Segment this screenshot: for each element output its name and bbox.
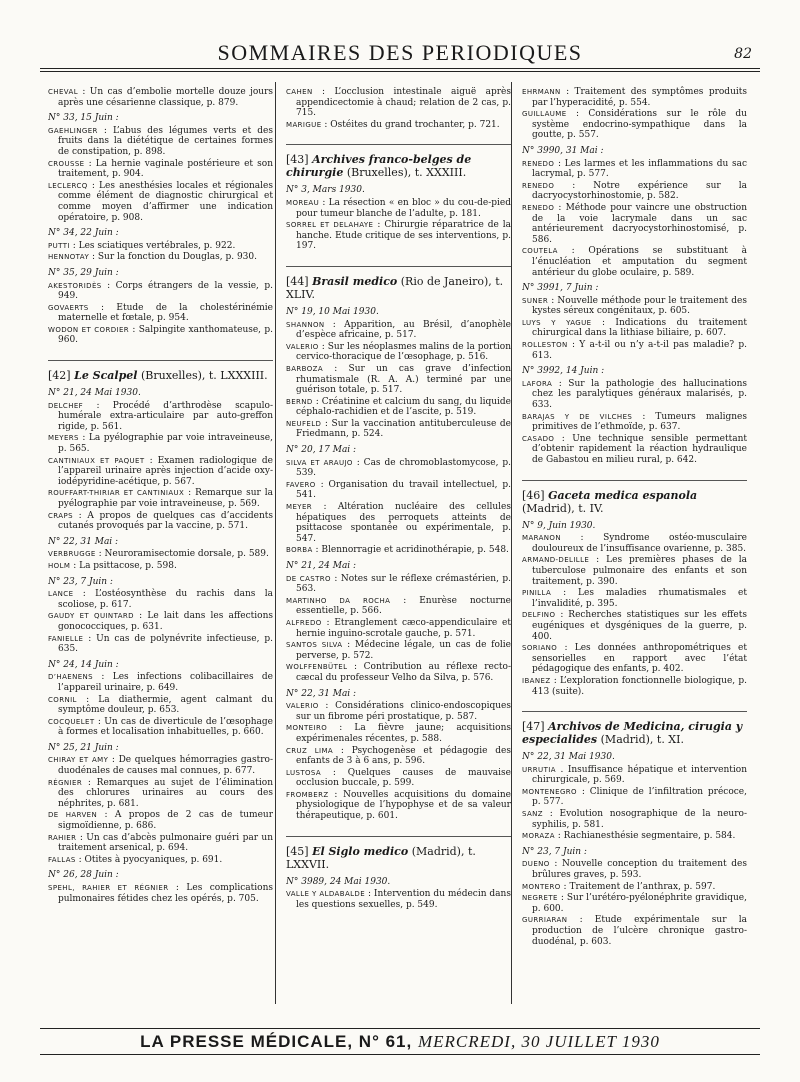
article-entry xyxy=(522,340,747,361)
entry-author: LECLERCQ xyxy=(48,181,88,190)
entry-text: : A propos de quelques cas d’accidents cutanés provoqués par la vaccine, p. 571. xyxy=(58,510,273,532)
entry-author: HENNOTAY xyxy=(48,253,90,262)
issue-heading: N° 21, 24 Mai : xyxy=(286,561,357,571)
issue-heading: N° 21, 24 Mai 1930. xyxy=(48,388,141,399)
article-entry xyxy=(48,549,273,560)
article-entry xyxy=(48,488,273,509)
article-entry xyxy=(286,87,511,119)
journal-name: Archives franco-belges de chirurgie xyxy=(286,153,472,180)
article-entry xyxy=(286,545,511,556)
entry-author: COUTELA xyxy=(522,247,558,256)
article-entry xyxy=(522,676,747,697)
entry-text: : Clinique de l’infiltration précoce, p. 577. xyxy=(532,786,747,808)
entry-author: SORREL ET DELAHAYE xyxy=(286,221,374,230)
entry-text: : Intervention du médecin dans les questions sexuelles, p. 549. xyxy=(296,889,511,910)
entry-text: : L’occlusion intestinale aiguë après appendicectomie à chaud; relation de 2 cas, p. 715. xyxy=(296,87,511,119)
entry-author: FAVERO xyxy=(286,480,316,489)
entry-text: : Recherches statistiques sur les effets eugéniques et dysgéniques de la guerre, p. 400. xyxy=(532,610,747,642)
entry-author: LUYS Y YAGUE xyxy=(522,318,592,327)
article-entry xyxy=(286,120,511,131)
entry-author: WODON ET CORDIER xyxy=(48,325,130,334)
article-entry xyxy=(522,643,747,675)
page-footer xyxy=(40,1028,760,1058)
article-entry xyxy=(522,765,747,786)
entry-text: : Les anesthésies locales et régionales comme élément de diagnostic chirurgical et comme moyen d’affirmer une indication opératoire, p. 908. xyxy=(58,180,273,223)
issue-heading: N° 3, Mars 1930. xyxy=(286,185,365,196)
entry-text: : La hernie vaginale postérieure et son traitement, p. 904. xyxy=(58,158,273,180)
article-entry xyxy=(522,809,747,830)
entry-text: : Etranglement cæco-appendiculaire et hernie inguino-scrotale gauche, p. 571. xyxy=(296,617,511,639)
issue-heading: N° 24, 14 Juin : xyxy=(48,659,119,670)
article-entry xyxy=(48,159,273,180)
journal-name: Brasil medico xyxy=(312,274,398,288)
section-number: [44] xyxy=(286,274,309,288)
entry-text: : Y a-t-il ou n’y a-t-il pas maladie? p. 613. xyxy=(532,340,747,361)
entry-text: : Apparition, au Brésil, d’anophèle d’espèce africaine, p. 517. xyxy=(296,319,511,341)
column-1 xyxy=(48,86,273,1004)
article-entry xyxy=(522,109,747,141)
article-entry xyxy=(48,401,273,433)
entry-text: : Notre expérience sur la dacryocystorhinostomie, p. 582. xyxy=(532,180,747,202)
entry-text: : L’abus des légumes verts et des fruits dans la diététique de certaines formes de constipation, p. 898. xyxy=(58,125,273,157)
journal-details: (Madrid), t. XI. xyxy=(600,733,684,747)
journal-name: El Siglo medico xyxy=(312,844,409,858)
entry-author: RENEDO xyxy=(522,181,555,190)
entry-author: MARTINHO DA ROCHA xyxy=(286,596,391,605)
entry-text: : Syndrome ostéo-musculaire douloureux de l’insuffisance ovarienne, p. 385. xyxy=(532,533,747,554)
entry-author: CHEVAL xyxy=(48,88,79,96)
article-entry xyxy=(48,241,273,252)
article-entry xyxy=(48,883,273,904)
article-entry xyxy=(522,181,747,202)
issue-heading: N° 19, 10 Mai 1930. xyxy=(286,306,379,317)
article-entry xyxy=(522,296,747,317)
entry-text: : Evolution nosographique de la neuro-syphilis, p. 581. xyxy=(532,809,747,830)
issue-heading: N° 3991, 7 Juin : xyxy=(522,283,599,294)
footer-rule xyxy=(40,1028,760,1029)
article-entry xyxy=(48,755,273,776)
article-entry xyxy=(522,555,747,587)
article-entry xyxy=(522,787,747,808)
entry-text: : Rachianesthésie segmentaire, p. 584. xyxy=(557,831,736,842)
article-entry xyxy=(286,723,511,744)
section-number: [42] xyxy=(48,369,71,383)
entry-author: SHANNON xyxy=(286,320,325,329)
entry-text: : Une technique sensible permettant d’obtenir rapidement la réaction hydraulique de Gabastou en milieu rural, p. 642. xyxy=(532,433,747,465)
section-number: [46] xyxy=(522,488,545,502)
entry-text: : Opérations se substituant à l’énucléation et amputation du segment antérieur du globe oculaire, p. 589. xyxy=(532,246,747,278)
entry-text: : Traitement de l’anthrax, p. 597. xyxy=(563,881,716,892)
article-entry xyxy=(286,480,511,501)
article-entry xyxy=(522,882,747,893)
issue-heading: N° 26, 28 Juin : xyxy=(48,870,119,881)
entry-text: : Les larmes et les inflammations du sac lacrymal, p. 577. xyxy=(532,158,747,180)
article-entry xyxy=(48,778,273,810)
entry-text: : Sur les néoplasmes malins de la portion cervico-thoracique de l’œsophage, p. 516. xyxy=(296,341,511,363)
entry-text: : Examen radiologique de l’appareil urinaire après injection d’acide oxy-iodépyridine-acétique, p. 567. xyxy=(58,455,273,487)
entry-text: : Nouvelle conception du traitement des brûlures graves, p. 593. xyxy=(532,859,747,881)
article-entry xyxy=(48,87,273,108)
journal-details: (Bruxelles), t. LXXXIII. xyxy=(140,369,268,383)
entry-text: : Le lait dans les affections gonococciques, p. 631. xyxy=(58,611,273,632)
article-entry xyxy=(522,159,747,180)
article-entry xyxy=(522,533,747,554)
article-entry xyxy=(522,87,747,108)
entry-text: : Les sciatiques vertébrales, p. 922. xyxy=(72,240,236,251)
entry-text: : La diathermie, agent calmant du symptôme douleur, p. 653. xyxy=(58,694,273,716)
entry-author: LAFORA xyxy=(522,379,553,388)
entry-author: CANTINIAUX ET PAQUET xyxy=(48,456,145,465)
entry-author: LUSTOSA xyxy=(286,768,322,777)
entry-text: : Remarques au sujet de l’élimination des chlorures urinaires au cours des néphrites, p. 681. xyxy=(58,777,273,809)
entry-text: : Indications du traitement chirurgical dans la lithiase biliaire, p. 607. xyxy=(532,317,747,339)
article-entry xyxy=(522,610,747,642)
page-title: SOMMAIRES DES PERIODIQUES xyxy=(217,40,583,65)
issue-heading: N° 34, 22 Juin : xyxy=(48,228,119,239)
article-entry xyxy=(522,831,747,842)
entry-author: VALERIO xyxy=(286,702,319,711)
entry-author: NEUFELD xyxy=(286,419,322,428)
entry-text: : Sur l’urétéro-pyélonéphrite gravidique, p. 600. xyxy=(532,893,747,914)
entry-author: GAUDY ET QUINTARD xyxy=(48,612,134,621)
article-entry xyxy=(48,252,273,263)
entry-text: : Sur la pathologie des hallucinations chez les paralytiques généraux malarisés, p. 633. xyxy=(532,378,747,411)
entry-author: CROUSSE xyxy=(48,159,85,168)
journal-section-heading xyxy=(522,711,747,746)
header-rule xyxy=(40,68,760,69)
entry-author: MEYER xyxy=(286,503,313,512)
entry-author: RÉGNIER xyxy=(48,778,83,787)
entry-text: : La pyélographie par voie intraveineuse, p. 565. xyxy=(58,433,273,455)
article-entry xyxy=(522,893,747,914)
article-entry xyxy=(522,434,747,466)
issue-heading: N° 9, Juin 1930. xyxy=(522,520,596,531)
entry-text: : Remarque sur la pyélographie par voie intraveineuse, p. 569. xyxy=(58,488,273,509)
entry-author: COCQUELET xyxy=(48,717,95,726)
section-number: [47] xyxy=(522,720,545,734)
article-entry xyxy=(286,397,511,418)
article-entry xyxy=(286,889,511,910)
journal-details: (Madrid), t. IV. xyxy=(522,501,604,515)
journal-section-heading xyxy=(286,836,511,871)
entry-author: NEGRETE xyxy=(522,894,558,903)
entry-author: MONTERO xyxy=(522,882,561,891)
entry-text: : Organisation du travail intellectuel, p. 541. xyxy=(296,479,511,501)
column-3 xyxy=(522,86,747,1004)
entry-text: : Altération nucléaire des cellules hépatiques des perroquets atteints de psittacose spontanée ou expérimentale, p. 547. xyxy=(296,502,511,544)
issue-heading: N° 3990, 31 Mai : xyxy=(522,145,604,156)
article-entry xyxy=(48,634,273,655)
article-entry xyxy=(48,833,273,854)
entry-author: VALLE Y ALDABALDE xyxy=(286,890,366,899)
entry-text: : La psittacose, p. 598. xyxy=(73,560,177,571)
entry-author: DELFINO xyxy=(522,611,556,620)
entry-text: : Médecine légale, un cas de folie perverse, p. 572. xyxy=(296,640,511,661)
entry-text: : La fièvre jaune; acquisitions expérimenales récentes, p. 588. xyxy=(296,723,511,744)
footer-date: MERCREDI, 30 JUILLET 1930 xyxy=(417,1032,660,1051)
entry-text: : La résection « en bloc » du cou-de-pied pour tumeur blanche de l’adulte, p. 181. xyxy=(296,197,511,219)
entry-author: SANZ xyxy=(522,810,543,819)
entry-text: : Les premières phases de la tuberculose pulmonaire des enfants et son traitement, p. 390. xyxy=(532,555,747,587)
journal-name: Le Scalpel xyxy=(74,369,138,383)
article-entry xyxy=(48,181,273,223)
article-entry xyxy=(286,746,511,767)
entry-author: MORAZA xyxy=(522,832,555,841)
article-entry xyxy=(522,859,747,880)
entry-text: : Créatinine et calcium du sang, du liquide céphalo-rachidien et de l’ascite, p. 519. xyxy=(296,396,511,418)
article-entry xyxy=(286,198,511,219)
entry-author: CHIRAY ET AMY xyxy=(48,756,109,765)
journal-details: (Bruxelles), t. XXXIII. xyxy=(346,166,467,180)
journal-details: (Madrid), t. LXXVII. xyxy=(286,844,476,871)
entry-author: EHRMANN xyxy=(522,88,561,96)
article-entry xyxy=(522,379,747,411)
entry-text: : Méthode pour vaincre une obstruction de la voie lacrymale dans un sac antérieurement dacryocystorhinostomisé, p. 586. xyxy=(532,202,747,245)
issue-heading: N° 3992, 14 Juin : xyxy=(522,366,605,377)
section-number: [43] xyxy=(286,153,309,167)
article-entry xyxy=(286,502,511,544)
entry-author: GOVAERTS xyxy=(48,303,89,312)
entry-author: CRUZ LIMA xyxy=(286,746,334,755)
entry-text: : Quelques causes de mauvaise occlusion buccale, p. 599. xyxy=(296,767,511,789)
column-divider xyxy=(511,82,512,1004)
entry-text: : Un cas de polynévrite infectieuse, p. 635. xyxy=(58,633,273,655)
entry-text: : Salpingite xanthomateuse, p. 960. xyxy=(58,324,273,346)
entry-text: : Nouvelle méthode pour le traitement des kystes séreux congénitaux, p. 605. xyxy=(532,295,747,317)
entry-text: : L’ostéosynthèse du rachis dans la scoliose, p. 617. xyxy=(58,589,273,610)
article-entry xyxy=(286,419,511,440)
entry-text: : Sur la vaccination antituberculeuse de Friedmann, p. 524. xyxy=(296,418,511,440)
article-entry xyxy=(522,412,747,433)
entry-author: FROMBERZ xyxy=(286,790,329,799)
entry-text: : Ostéites du grand trochanter, p. 721. xyxy=(324,119,500,130)
entry-text: : Etude de la cholestérinémie maternelle et fœtale, p. 954. xyxy=(58,302,273,324)
article-entry xyxy=(522,588,747,609)
article-entry xyxy=(48,855,273,866)
footer-rule xyxy=(40,1054,760,1055)
article-entry xyxy=(286,364,511,396)
entry-text: : Blennorragie et acridinothérapie, p. 548. xyxy=(315,545,509,556)
journal-section-heading xyxy=(286,266,511,301)
entry-author: SUNER xyxy=(522,296,549,305)
article-entry xyxy=(522,915,747,947)
article-entry xyxy=(286,790,511,822)
issue-heading: N° 22, 31 Mai : xyxy=(48,536,119,547)
entry-author: RAHIER xyxy=(48,833,77,842)
entry-author: MONTENEGRO xyxy=(522,787,577,796)
article-entry xyxy=(522,318,747,339)
article-entry xyxy=(286,220,511,252)
entry-author: MONTEIRO xyxy=(286,724,328,733)
article-entry xyxy=(48,561,273,572)
entry-text: . Insuffisance hépatique et intervention chirurgicale, p. 569. xyxy=(532,764,747,786)
footer-journal: LA PRESSE MÉDICALE, N° 61, xyxy=(140,1032,413,1051)
entry-author: BARBOZA xyxy=(286,364,324,373)
article-entry xyxy=(48,126,273,158)
entry-text: : Un cas d’embolie mortelle douze jours après une césarienne classique, p. 879. xyxy=(58,87,273,108)
entry-text: : Procédé d’arthrodèse scapulo-humérale extra-articulaire par auto-greffon rigide, p. 561. xyxy=(58,400,273,432)
article-entry xyxy=(48,325,273,346)
entry-text: : Les données anthropométriques et sensorielles en rapport avec l’état pédagogique des enfants, p. 402. xyxy=(532,643,747,675)
entry-author: MARANON xyxy=(522,534,561,543)
entry-author: BARAJAS Y DE VILCHES xyxy=(522,412,633,421)
entry-author: FANIELLE xyxy=(48,634,84,643)
entry-author: CRAPS xyxy=(48,511,73,520)
article-entry xyxy=(286,662,511,683)
issue-heading: N° 23, 7 Juin : xyxy=(522,846,587,857)
article-entry xyxy=(286,640,511,661)
article-entry xyxy=(286,596,511,617)
entry-author: DE CASTRO xyxy=(286,574,331,583)
issue-heading: N° 22, 31 Mai 1930. xyxy=(522,752,615,763)
entry-author: DUENO xyxy=(522,860,550,869)
issue-heading: N° 33, 15 Juin : xyxy=(48,113,119,124)
entry-author: CASADO xyxy=(522,434,555,443)
entry-author: MOREAU xyxy=(286,198,320,207)
entry-text: : Les maladies rhumatismales et l’invalidité, p. 395. xyxy=(532,588,747,609)
entry-author: MEYERS xyxy=(48,434,79,443)
journal-name: Gaceta medica espanola xyxy=(548,488,698,502)
entry-author: PINILLA xyxy=(522,589,552,598)
entry-author: LANCE xyxy=(48,590,74,599)
article-entry xyxy=(286,320,511,341)
article-entry xyxy=(48,511,273,532)
journal-details: (Rio de Janeiro), t. XLIV. xyxy=(286,274,504,301)
issue-heading: N° 23, 7 Juin : xyxy=(48,576,113,587)
article-entry xyxy=(48,456,273,488)
article-entry xyxy=(286,458,511,479)
entry-author: RENEDO xyxy=(522,203,555,212)
entry-text: : Corps étrangers de la vessie, p. 949. xyxy=(58,280,273,302)
entry-text: : Considérations clinico-endoscopiques sur un fibrome péri prostatique, p. 587. xyxy=(296,701,511,722)
article-entry xyxy=(286,618,511,639)
entry-author: BORBA xyxy=(286,546,313,555)
article-entry xyxy=(286,574,511,595)
entry-author: ROUFFART-THIRIAR ET CANTINIAUX xyxy=(48,489,185,498)
issue-heading: N° 22, 31 Mai : xyxy=(286,688,357,699)
entry-author: DELCHEF xyxy=(48,401,84,410)
entry-text: : Les infections colibacillaires de l’appareil urinaire, p. 649. xyxy=(58,672,273,693)
entry-author: VALERIO xyxy=(286,342,319,351)
entry-text: : Sur la fonction du Douglas, p. 930. xyxy=(92,252,257,263)
entry-text: : L’exploration fonctionnelle biologique, p. 413 (suite). xyxy=(532,675,747,697)
entry-author: SILVA ET ARAUJO xyxy=(286,458,353,467)
issue-heading: N° 3989, 24 Mai 1930. xyxy=(286,876,391,887)
entry-author: RENEDO xyxy=(522,159,555,168)
entry-author: WOLFFENBÜTEL xyxy=(286,663,348,672)
entry-text: : Cas de chromoblastomycose, p. 539. xyxy=(296,457,511,479)
entry-author: GURRIARAN xyxy=(522,916,568,925)
issue-heading: N° 35, 29 Juin : xyxy=(48,267,119,278)
article-entry xyxy=(48,303,273,324)
entry-author: GUILLAUME xyxy=(522,110,567,119)
article-entry xyxy=(48,611,273,632)
entry-text: : A propos de 2 cas de tumeur sigmoïdienne, p. 686. xyxy=(58,810,273,832)
entry-text: : Etude expérimentale sur la production de l’ulcère chronique gastro-duodénal, p. 603. xyxy=(532,915,747,947)
entry-text: : Tumeurs malignes primitives de l’ethmoïde, p. 637. xyxy=(532,411,747,433)
article-entry xyxy=(48,281,273,302)
section-number: [45] xyxy=(286,844,309,858)
journal-section-heading xyxy=(522,480,747,515)
entry-author: FALLAS xyxy=(48,855,76,864)
entry-text: : Sur un cas grave d’infection rhumatismale (R. A. A.) terminé par une guérison totale, p. 517. xyxy=(296,363,511,396)
journal-section-heading xyxy=(48,360,273,382)
entry-author: IBANEZ xyxy=(522,676,551,685)
article-entry xyxy=(286,768,511,789)
page-number: 82 xyxy=(734,46,752,62)
entry-author: SANTOS SILVA xyxy=(286,641,343,650)
article-entry xyxy=(48,695,273,716)
entry-author: VERBRUGGE xyxy=(48,550,96,559)
entry-author: SORIANO xyxy=(522,644,558,653)
entry-author: SPEHL, RAHIER ET RÉGNIER xyxy=(48,884,169,892)
entry-text: : Otites à pyocyaniques, p. 691. xyxy=(78,854,223,865)
entry-author: ARMAND-DELILLE xyxy=(522,556,590,565)
entry-text: : Neuroramisectomie dorsale, p. 589. xyxy=(98,549,269,560)
entry-author: CORNIL xyxy=(48,695,77,704)
article-entry xyxy=(48,589,273,610)
entry-author: MARIGUE xyxy=(286,120,322,129)
issue-heading: N° 25, 21 Juin : xyxy=(48,742,119,753)
entry-author: PUTTI xyxy=(48,241,70,250)
entry-text: : Nouvelles acquisitions du domaine physiologique de l’hypophyse et de sa valeur thérapeutique, p. 601. xyxy=(296,789,511,822)
entry-text: : Enurèse nocturne essentielle, p. 566. xyxy=(296,595,511,617)
column-2 xyxy=(286,86,511,1004)
entry-author: CAHEN xyxy=(286,88,313,96)
article-entry xyxy=(286,701,511,722)
article-entry xyxy=(48,717,273,738)
column-divider xyxy=(275,82,276,1004)
entry-text: : Considérations sur le rôle du système endocrino-sympathique dans la goutte, p. 557. xyxy=(532,109,747,141)
journal-name: Archivos de Medicina, cirugia y especialides xyxy=(522,720,743,747)
entry-author: HOLM xyxy=(48,561,71,570)
entry-text: : Un cas de diverticule de l’œsophage à formes et localisation inhabituelles, p. 660. xyxy=(58,716,273,738)
entry-text: : Traitement des symptômes produits par l’hyperacidité, p. 554. xyxy=(532,87,747,108)
entry-text: : Contribution au réflexe recto-cæcal du professeur Velho da Silva, p. 576. xyxy=(296,662,511,683)
issue-heading: N° 20, 17 Mai : xyxy=(286,445,357,456)
footer-text xyxy=(40,1032,760,1052)
entry-author: BERND xyxy=(286,397,313,406)
entry-text: : Les complications pulmonaires fétides chez les opérés, p. 705. xyxy=(58,883,273,904)
entry-text: : Psychogenèse et pédagogie des enfants de 3 à 6 ans, p. 596. xyxy=(296,745,511,767)
entry-author: DE HARVEN xyxy=(48,811,98,820)
entry-author: D’HAENENS xyxy=(48,673,94,682)
article-entry xyxy=(48,672,273,693)
entry-text: : De quelques hémorragies gastro-duodénales de causes mal connues, p. 677. xyxy=(58,755,273,777)
article-entry xyxy=(522,203,747,245)
entry-text: : Chirurgie réparatrice de la hanche. Etude critique de ses interventions, p. 197. xyxy=(296,220,511,252)
entry-author: GAEHLINGER xyxy=(48,126,98,135)
entry-author: AKESTORIDÈS xyxy=(48,281,102,290)
entry-text: : Notes sur le réflexe crémastérien, p. 563. xyxy=(296,573,511,595)
entry-author: ROLLESTON xyxy=(522,341,568,350)
article-entry xyxy=(522,246,747,278)
header-rule-double xyxy=(40,71,760,72)
article-entry xyxy=(286,342,511,363)
entry-text: : Un cas d’abcès pulmonaire guéri par un traitement arsenical, p. 694. xyxy=(58,832,273,854)
entry-author: ALFREDO xyxy=(286,618,322,627)
entry-author: URRUTIA xyxy=(522,765,556,774)
journal-section-heading xyxy=(286,144,511,179)
article-entry xyxy=(48,433,273,454)
article-entry xyxy=(48,810,273,831)
